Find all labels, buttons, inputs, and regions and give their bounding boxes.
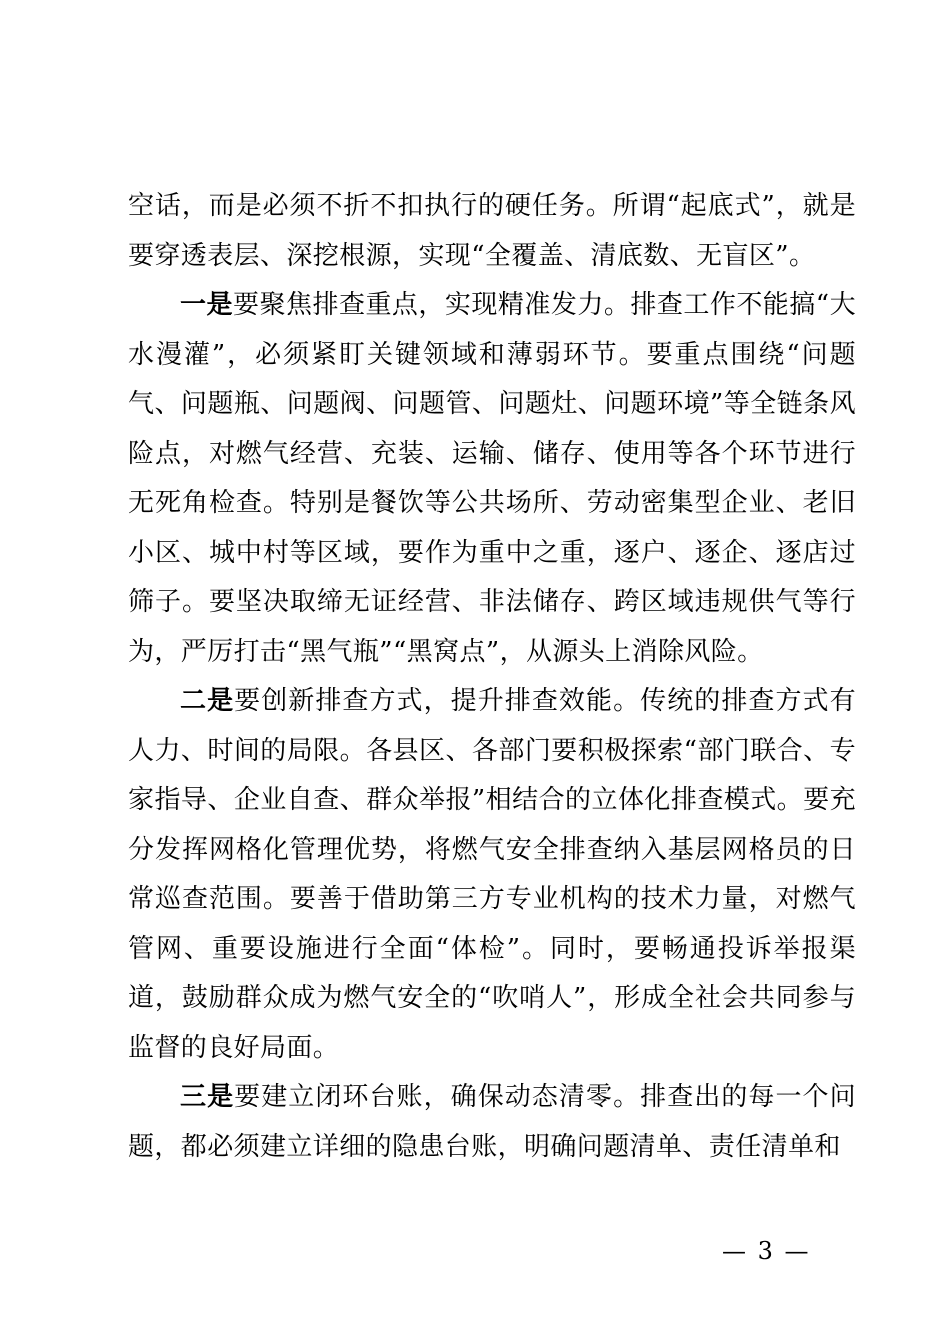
paragraph-continuation: [128, 182, 856, 281]
paragraph-text: 要创新排查方式，提升排查效能。传统的排查方式有人力、时间的局限。各县区、各部门要积极探索“部门联合、专家指导、企业自查、群众举报”相结合的立体化排查模式。要充分发挥网格化管理优势，将燃气安全排查纳入基层网格员的日常巡查范围。要善于借助第三方专业机构的技术力量，对燃气管网、重要设施进行全面“体检”。同时，要畅通投诉举报渠道，鼓励群众成为燃气安全的“吹哨人”，形成全社会共同参与监督的良好局面。: [128, 686, 856, 1063]
paragraph-text: 空话，而是必须不折不扣执行的硬任务。所谓“起底式”，就是要穿透表层、深挖根源，实现“全覆盖、清底数、无盲区”。: [128, 191, 856, 271]
paragraph-text: 要聚焦排查重点，实现精准发力。排查工作不能搞“大水漫灌”，必须紧盯关键领域和薄弱环节。要重点围绕“问题气、问题瓶、问题阀、问题管、问题灶、问题环境”等全链条风险点，对燃气经营、充装、运输、储存、使用等各个环节进行无死角检查。特别是餐饮等公共场所、劳动密集型企业、老旧小区、城中村等区域，要作为重中之重，逐户、逐企、逐店过筛子。要坚决取缔无证经营、非法储存、跨区域违规供气等行为，严厉打击“黑气瓶”“黑窝点”，从源头上消除风险。: [128, 290, 856, 667]
paragraph-point-three: [128, 1073, 856, 1172]
paragraph-lead: 二是: [180, 686, 235, 716]
paragraph-point-two: [128, 677, 856, 1073]
paragraph-text: 要建立闭环台账，确保动态清零。排查出的每一个问题，都必须建立详细的隐患台账，明确问题清单、责任清单和: [128, 1082, 856, 1162]
paragraph-lead: 三是: [180, 1082, 235, 1112]
page-number: — 3 —: [722, 1237, 811, 1265]
paragraph-lead: 一是: [180, 290, 233, 320]
document-body: [128, 182, 856, 1172]
paragraph-point-one: [128, 281, 856, 677]
